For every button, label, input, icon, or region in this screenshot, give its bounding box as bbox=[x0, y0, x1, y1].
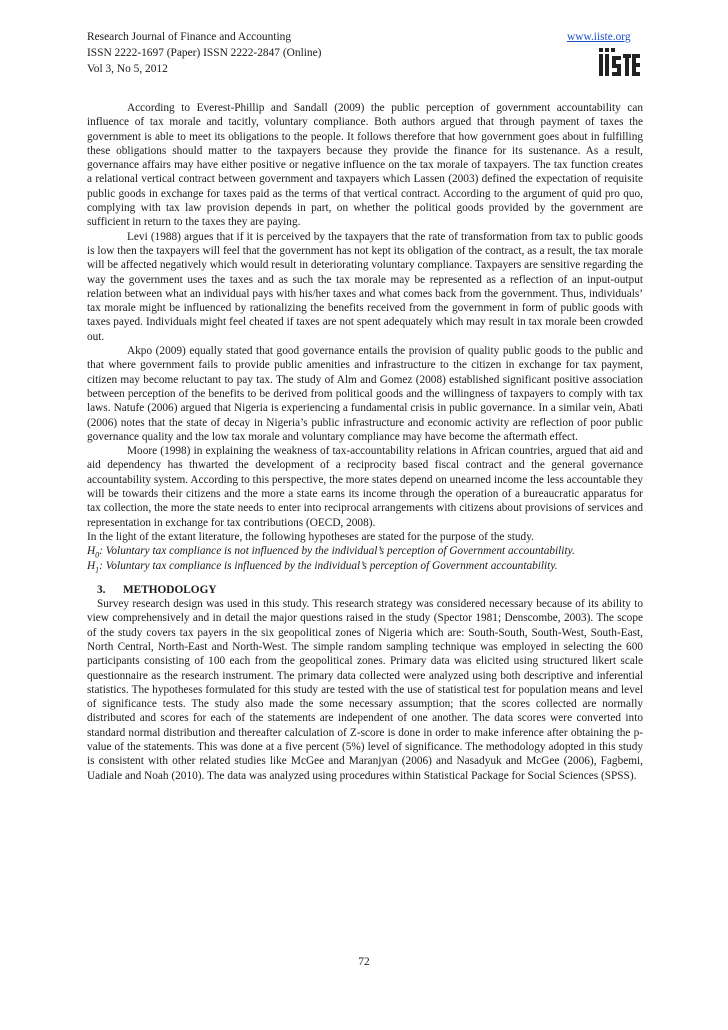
section-title: METHODOLOGY bbox=[123, 583, 217, 596]
hypothesis-null-subscript: 0 bbox=[95, 550, 100, 560]
hypothesis-alt-text: : Voluntary tax compliance is influenced by the individual’s perception of Government accountability. bbox=[99, 559, 558, 572]
journal-volume: Vol 3, No 5, 2012 bbox=[87, 63, 168, 75]
hypothesis-alt-label: H bbox=[87, 559, 96, 572]
section-heading bbox=[87, 583, 643, 597]
journal-title: Research Journal of Finance and Accounting bbox=[87, 31, 292, 43]
paragraph-hypotheses-intro: In the light of the extant literature, the following hypotheses are stated for the purpose of the study. bbox=[87, 530, 534, 543]
hypothesis-null bbox=[87, 544, 643, 558]
paragraph-levi: Levi (1988) argues that if it is perceived by the taxpayers that the rate of transformation from tax to public goods is low then the taxpayers will feel that the government has not kept its obligation of the contract, as a result, the tax morale will be affected negatively which would result in deteriorating voluntary compliance. Taxpayers are sensitive regarding the way the government uses the taxes and as such the tax morale may be represented as a reflection of an input-output relation between what an individual pays with his/her taxes and what comes back from the government. Thus, individuals’ tax morale might be influenced by rationalizing the benefits received from the government in form of public goods with taxes payed. Individuals might feel cheated if taxes are not spent adequately which may result in tax morale been crowded out. bbox=[87, 230, 643, 343]
hypothesis-alt-subscript: 1 bbox=[95, 564, 100, 574]
paragraph-akpo: Akpo (2009) equally stated that good governance entails the provision of quality public goods to the public and that where government fails to provide public amenities and infrastructure to the citizen in exchange for tax payment, citizen may become reluctant to pay tax. The study of Alm and Gomez (2008) established significant positive association between perception of the benefits to be derived from political goods and the willingness of taxpayers to comply with tax laws. Natufe (2006) argued that Nigeria is experiencing a fundamental crisis in public governance. In a similar vein, Abati (2006) notes that the state of decay in Nigeria’s public infrastructure and economic activity are reflection of poor public governance quality and the low tax morale and voluntary compliance may have become the aftermath effect. bbox=[87, 345, 643, 443]
hypothesis-alternative bbox=[87, 559, 643, 573]
paragraph-moore: Moore (1998) in explaining the weakness of tax-accountability relations in African countries, argued that aid and aid dependency has thwarted the development of a reciprocity based fiscal contract and the general governance accountability system. According to this perspective, the more states depend on unearned income the less accountable they will be towards their citizens and the more a state earns its income through the operation of a bureaucratic apparatus for tax collection, the more the state needs to enter into reciprocal arrangements with citizens about provisions of services and representation in exchange for tax contributions (OECD, 2008). bbox=[87, 445, 643, 529]
iiste-logo bbox=[598, 48, 640, 78]
hypothesis-null-text: : Voluntary tax compliance is not influenced by the individual’s perception of Government accountability. bbox=[99, 545, 575, 558]
paragraph-everest-phillip: According to Everest-Phillip and Sandall (2009) the public perception of government accountability can influence of tax morale and tacitly, voluntary compliance. Both authors argued that through payment of taxes the government is able to meet its obligations to the people. It follows therefore that how government goes about in fulfilling these obligations should matter to the taxpayers because they provide the finance for its sustenance. As a result, governance affairs may have either positive or negative influence on the tax morale of taxpayers. The tax function creates a relational vertical contract between government and taxpayers which Lassen (2003) defined the expectation of requisite public goods in exchange for taxes paid as the terms of that vertical contract. According to the argument of quid pro quo, complying with tax law provision depends in part, on whether the political goods provided by the government are sufficient in return to the taxes they are paying. bbox=[87, 102, 643, 229]
article-body bbox=[87, 101, 643, 783]
journal-header bbox=[87, 29, 647, 77]
hypothesis-null-label: H bbox=[87, 545, 96, 558]
section-number: 3. bbox=[97, 583, 106, 596]
journal-issn: ISSN 2222-1697 (Paper) ISSN 2222-2847 (Online) bbox=[87, 47, 322, 59]
page-number: 72 bbox=[358, 956, 370, 968]
journal-website-link[interactable]: www.iiste.org bbox=[567, 31, 631, 43]
paragraph-methodology: Survey research design was used in this study. This research strategy was considered necessary because of its ability to view comprehensively and in detail the major questions raised in the study (Spector 1981; Denscombe, 2003). The scope of the study covers tax payers in the six geopolitical zones of Nigeria which are: South-South, South-West, South-East, North Central, North-East and North-West. The simple random sampling technique was employed in selecting the 600 participants consisting of 100 each from the geopolitical zones. Primary data was elicited using structured likert scale questionnaire as the research instrument. The primary data collected were analyzed using both descriptive and inferential statistics. The hypotheses formulated for this study are tested with the use of statistical test for population means and level of significance tests. The study also made the some necessary assumption; that the scores collected are normally distributed and scores for each of the statements are independent of one another. The data scores were converted into standard normal distribution and thereafter calculation of Z-score is done in order to make inference after obtaining the p-value of the statements. This was done at a five percent (5%) level of significance. The methodology adopted in this study is consistent with other related studies like McGee and Maranjyan (2006) and Nasadyuk and McGee (2006), Fagbemi, Uadiale and Noah (2010). The data was analyzed using procedures within Statistical Package for Social Sciences (SPSS). bbox=[87, 598, 643, 782]
